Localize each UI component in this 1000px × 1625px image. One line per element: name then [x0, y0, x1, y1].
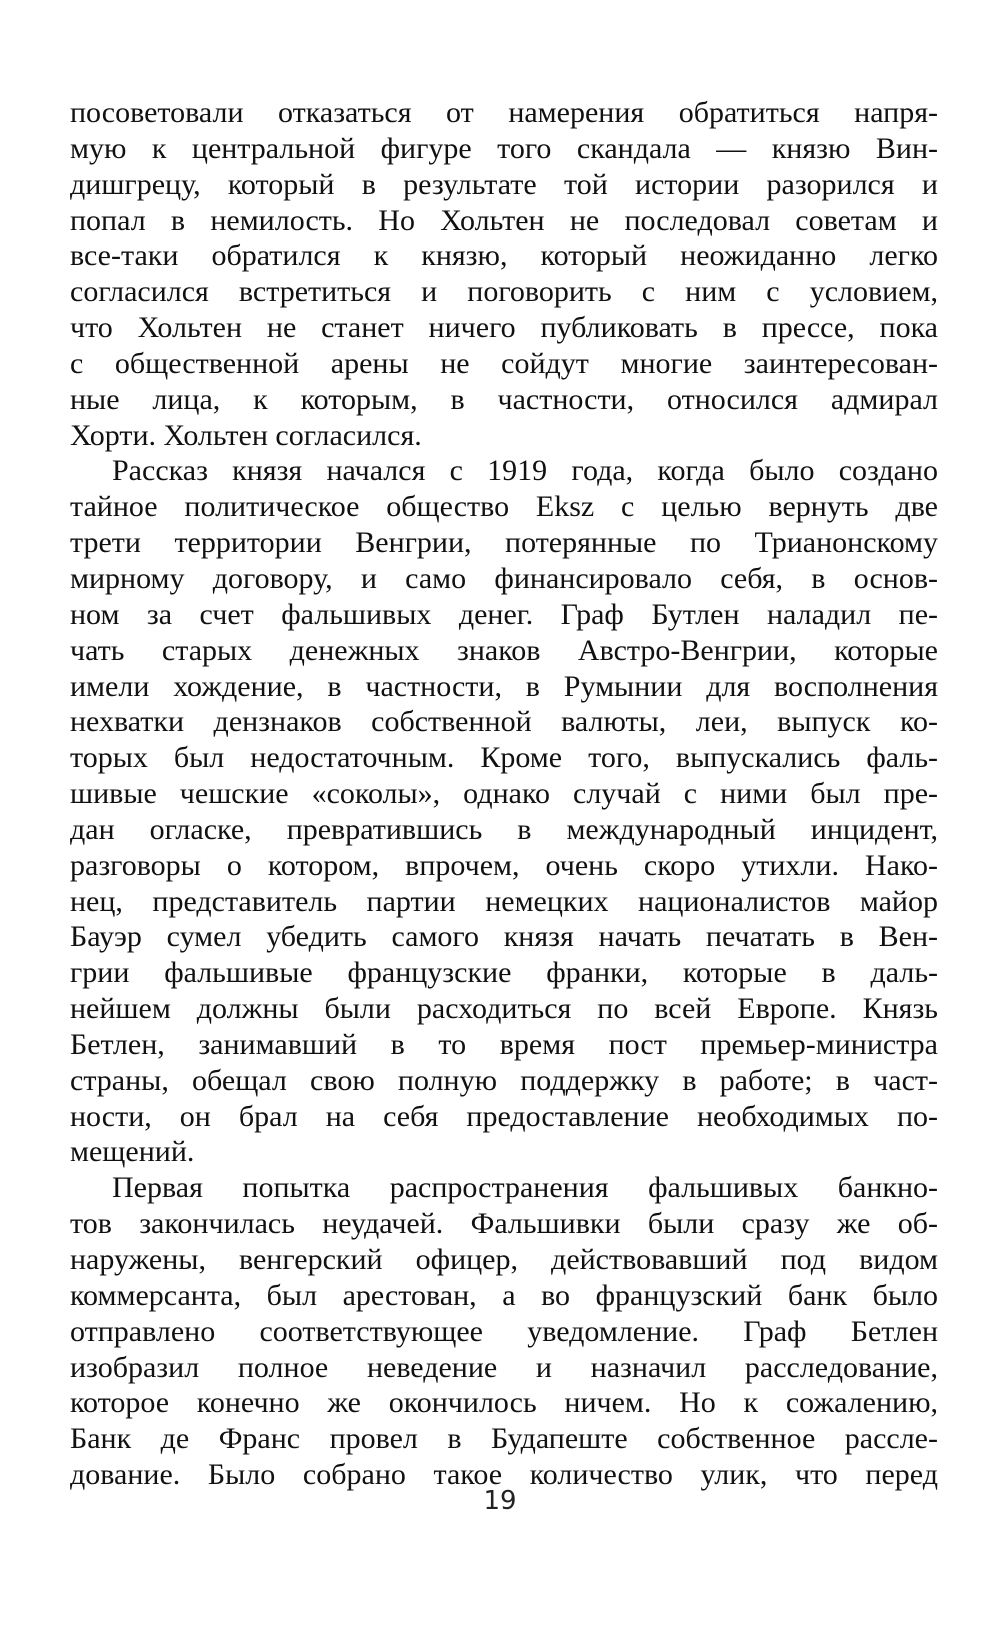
- text-line: мую к центральной фигуре того скандала — князю Вин-: [70, 131, 938, 165]
- text-line: имели хождение, в частности, в Румынии для восполнения: [70, 669, 938, 703]
- text-line: попал в немилость. Но Хольтен не последовал советам и: [70, 203, 938, 237]
- text-line: нец, представитель партии немецких националистов майор: [70, 884, 938, 918]
- text-line: разговоры о котором, впрочем, очень скоро утихли. Нако-: [70, 848, 938, 882]
- paragraph-start-line: Рассказ князя начался с 1919 года, когда было создано: [112, 454, 938, 488]
- text-line: тов закончилась неудачей. Фальшивки были сразу же об-: [70, 1207, 938, 1241]
- text-line: все-таки обратился к князю, который неожиданно легко: [70, 239, 938, 273]
- text-line: которое конечно же окончилось ничем. Но к сожалению,: [70, 1386, 938, 1420]
- text-line: шивые чешские «соколы», однако случай с ними был пре-: [70, 777, 938, 811]
- text-line: согласился встретиться и поговорить с ним с условием,: [70, 275, 938, 309]
- text-line: посоветовали отказаться от намерения обратиться напря-: [70, 96, 938, 129]
- text-line: наружены, венгерский офицер, действовавший под видом: [70, 1243, 938, 1276]
- text-line: коммерсанта, был арестован, а во французский банк было: [70, 1278, 938, 1312]
- text-line: Банк де Франс провел в Будапеште собственное рассле-: [70, 1422, 938, 1456]
- text-line: торых был недостаточным. Кроме того, выпускались фаль-: [70, 741, 938, 775]
- text-line: грии фальшивые французские франки, которые в даль-: [70, 956, 938, 990]
- text-line: дование. Было собрано такое количество улик, что перед: [70, 1458, 938, 1492]
- text-line: дан огласке, превратившись в международный инцидент,: [70, 812, 938, 846]
- text-line: Бауэр сумел убедить самого князя начать печатать в Вен-: [70, 920, 938, 954]
- text-line: нехватки дензнаков собственной валюты, леи, выпуск ко-: [70, 705, 938, 739]
- text-line: страны, обещал свою полную поддержку в работе; в част-: [70, 1063, 938, 1097]
- text-line: что Хольтен не станет ничего публиковать в прессе, пока: [70, 311, 938, 345]
- text-line: ные лица, к которым, в частности, относился адмирал: [70, 382, 938, 416]
- text-line: чать старых денежных знаков Австро-Венгрии, которые: [70, 633, 938, 667]
- paragraph-end-line: мещений.: [70, 1135, 195, 1169]
- text-line: трети территории Венгрии, потерянные по Трианонскому: [70, 526, 938, 560]
- paragraph-end-line: Хорти. Хольтен согласился.: [70, 418, 422, 452]
- text-line: ном за счет фальшивых денег. Граф Бутлен наладил пе-: [70, 597, 938, 631]
- text-line: Бетлен, занимавший в то время пост премьер-министра: [70, 1027, 938, 1061]
- text-line: изобразил полное неведение и назначил расследование,: [70, 1350, 938, 1384]
- text-line: ности, он брал на себя предоставление необходимых по-: [70, 1099, 938, 1133]
- paragraph-start-line: Первая попытка распространения фальшивых банкно-: [112, 1171, 938, 1205]
- text-line: отправлено соответствующее уведомление. Граф Бетлен: [70, 1314, 938, 1348]
- text-line: дишгрецу, который в результате той истории разорился и: [70, 167, 938, 201]
- text-line: мирному договору, и само финансировало себя, в основ-: [70, 561, 938, 595]
- text-line: с общественной арены не сойдут многие заинтересован-: [70, 346, 938, 380]
- text-line: нейшем должны были расходиться по всей Европе. Князь: [70, 992, 938, 1026]
- page-number: 19: [483, 1486, 517, 1516]
- body-text: [70, 95, 938, 1493]
- text-line: тайное политическое общество Eksz с целью вернуть две: [70, 490, 938, 524]
